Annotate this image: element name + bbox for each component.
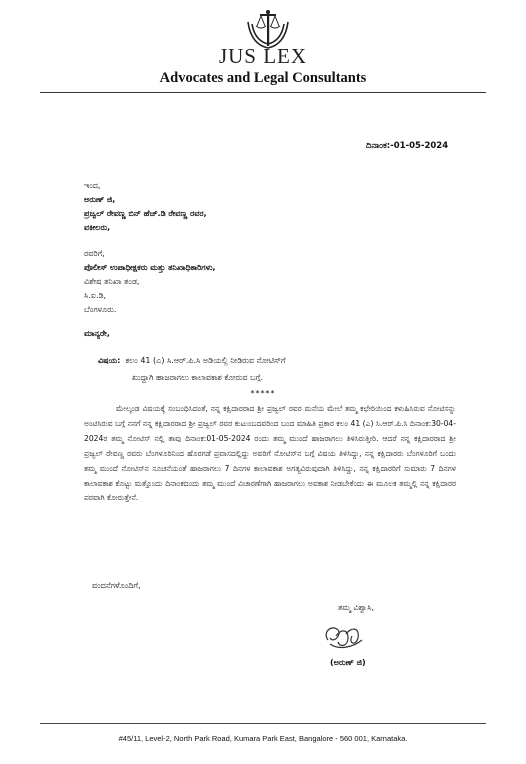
recipient-address — [84, 247, 216, 317]
sender-address — [84, 179, 207, 235]
signatory-name: (ಅರುಣ್ ಜಿ) — [330, 658, 366, 667]
closing: ವಂದನೆಗಳೊಂದಿಗೆ, — [92, 581, 141, 590]
subject-line-1: ಕಲಂ 41 (ಎ) ಸಿ.ಆರ್.ಪಿ.ಸಿ ಅಡಿಯಲ್ಲಿ ನೀಡಿರುವ ನೋಟಿಸ್‌ಗೆ — [125, 356, 286, 365]
sender-name: ಅರುಣ್ ಜಿ, — [84, 195, 116, 204]
letter-date: ದಿನಾಂಕ:-01-05-2024 — [366, 141, 449, 151]
firm-tagline: Advocates and Legal Consultants — [159, 70, 367, 86]
letter-body — [84, 402, 456, 506]
footer-address: #45/11, Level-2, North Park Road, Kumara Park East, Bangalore - 560 001, Karnataka. — [118, 734, 408, 743]
subject-block — [98, 352, 286, 386]
sender-role: ವಕೀಲರು, — [84, 223, 111, 232]
handwritten-signature — [318, 618, 368, 658]
yours-faithfully: ತಮ್ಮ ವಿಶ್ವಾಸಿ, — [338, 603, 375, 612]
firm-name: JUS LEX — [218, 44, 308, 68]
from-label: ಇಂದ, — [84, 181, 101, 190]
footer-divider — [40, 723, 486, 724]
subject-label: ವಿಷಯ: — [98, 356, 121, 365]
separator: ***** — [250, 389, 276, 398]
to-label: ರವರಿಗೆ, — [84, 249, 105, 258]
subject-line-2: ಖುದ್ದಾಗಿ ಹಾಜರಾಗಲು ಕಾಲಾವಕಾಶ ಕೋರುವ ಬಗ್ಗೆ. — [132, 373, 264, 382]
salutation: ಮಾನ್ಯರೇ, — [84, 329, 110, 338]
header-divider — [40, 92, 486, 93]
recipient-dept: ಸಿ.ಐ.ಡಿ, — [84, 291, 107, 300]
recipient-city: ಬೆಂಗಳೂರು. — [84, 305, 117, 314]
body-paragraph: ಮೇಲ್ಕಂಡ ವಿಷಯಕ್ಕೆ ಸಂಬಂಧಿಸಿದಂತೆ, ನನ್ನ ಕಕ್ಷಿದಾರರಾದ ಶ್ರೀ ಪ್ರಜ್ವಲ್ ರವರ ಮನೆಯ ಮೇಲೆ ತಮ್ಮ ಕಛೇರಿಯಿಂದ ಕಳುಹಿಸಿರುವ ನೋಟಿಸನ್ನು ಅಂಟಿಸಿರುವ ಬಗ್ಗೆ ನನಗೆ ನನ್ನ ಕಕ್ಷಿದಾರರಾದ ಶ್ರೀ ಪ್ರಜ್ವಲ್ ರವರ ಕುಟುಂಬದವರಿಂದ ಬಂದ ಮಾಹಿತಿ ಪ್ರಕಾರ ಕಲಂ 41 (ಎ) ಸಿ.ಆರ್.ಪಿ.ಸಿ ದಿನಾಂಕ:30-04-2024ರ ತಮ್ಮ ನೋಟಿಸ್ ನಲ್ಲಿ ತಾವು ದಿನಾಂಕ:01-05-2024 ರಂದು ತಮ್ಮ ಮುಂದೆ ಹಾಜರಾಗಲು ತಿಳಿಸಿರುತ್ತೀರಿ. ಆದರೆ ನನ್ನ ಕಕ್ಷಿದಾರರಾದ ಶ್ರೀ ಪ್ರಜ್ವಲ್ ರೇವಣ್ಣ ರವರು ಬೆಂಗಳೂರಿನಿಂದ ಹೊರಗಡೆ ಪ್ರವಾಸದಲ್ಲಿದ್ದು ಅವರಿಗೆ ನೋಟಿಸ್‌ನ ಬಗ್ಗೆ ವಿಷಯ ತಿಳಿಸಿದ್ದು, ನನ್ನ ಕಕ್ಷಿದಾರರು ಬೆಂಗಳೂರಿಗೆ ಬಂದು ತಮ್ಮ ಮುಂದೆ ನೋಟಿಸ್‌ನ ಸೂಚನೆಯಂತೆ ಹಾಜರಾಗಲು 7 ದಿನಗಳ ಕಾಲಾವಕಾಶ ಅಗತ್ಯವಿರುವುದಾಗಿ ತಿಳಿಸಿದ್ದು, ನನ್ನ ಕಕ್ಷಿದಾರರಿಗೆ ಸುಮಾರು 7 ದಿನಗಳ ಕಾಲಾವಕಾಶ ಕೊಟ್ಟು ಮತ್ತೊಂದು ದಿನಾಂಕದಂದು ತಮ್ಮ ಮುಂದೆ ವಿಚಾರಣೆಗಾಗಿ ಹಾಜರಾಗಲು ಅವಕಾಶ ನೀಡಬೇಕೆಂದು ಈ ಮೂಲಕ ತಮ್ಮಲ್ಲಿ ನನ್ನ ಕಕ್ಷಿದಾರರ ಪರವಾಗಿ ಕೋರುತ್ತೇನೆ. — [84, 404, 456, 503]
recipient-title: ಪೊಲೀಸ್ ಉಪಾಧೀಕ್ಷಕರು ಮತ್ತು ತನಿಖಾಧಿಕಾರಿಗಳು, — [84, 263, 216, 272]
sender-client: ಪ್ರಜ್ವಲ್ ರೇವಣ್ಣ ಬಿನ್ ಹೆಚ್.ಡಿ ರೇವಣ್ಣ ರವರ, — [84, 209, 207, 218]
recipient-unit: ವಿಶೇಷ ತನಿಖಾ ತಂಡ, — [84, 277, 140, 286]
